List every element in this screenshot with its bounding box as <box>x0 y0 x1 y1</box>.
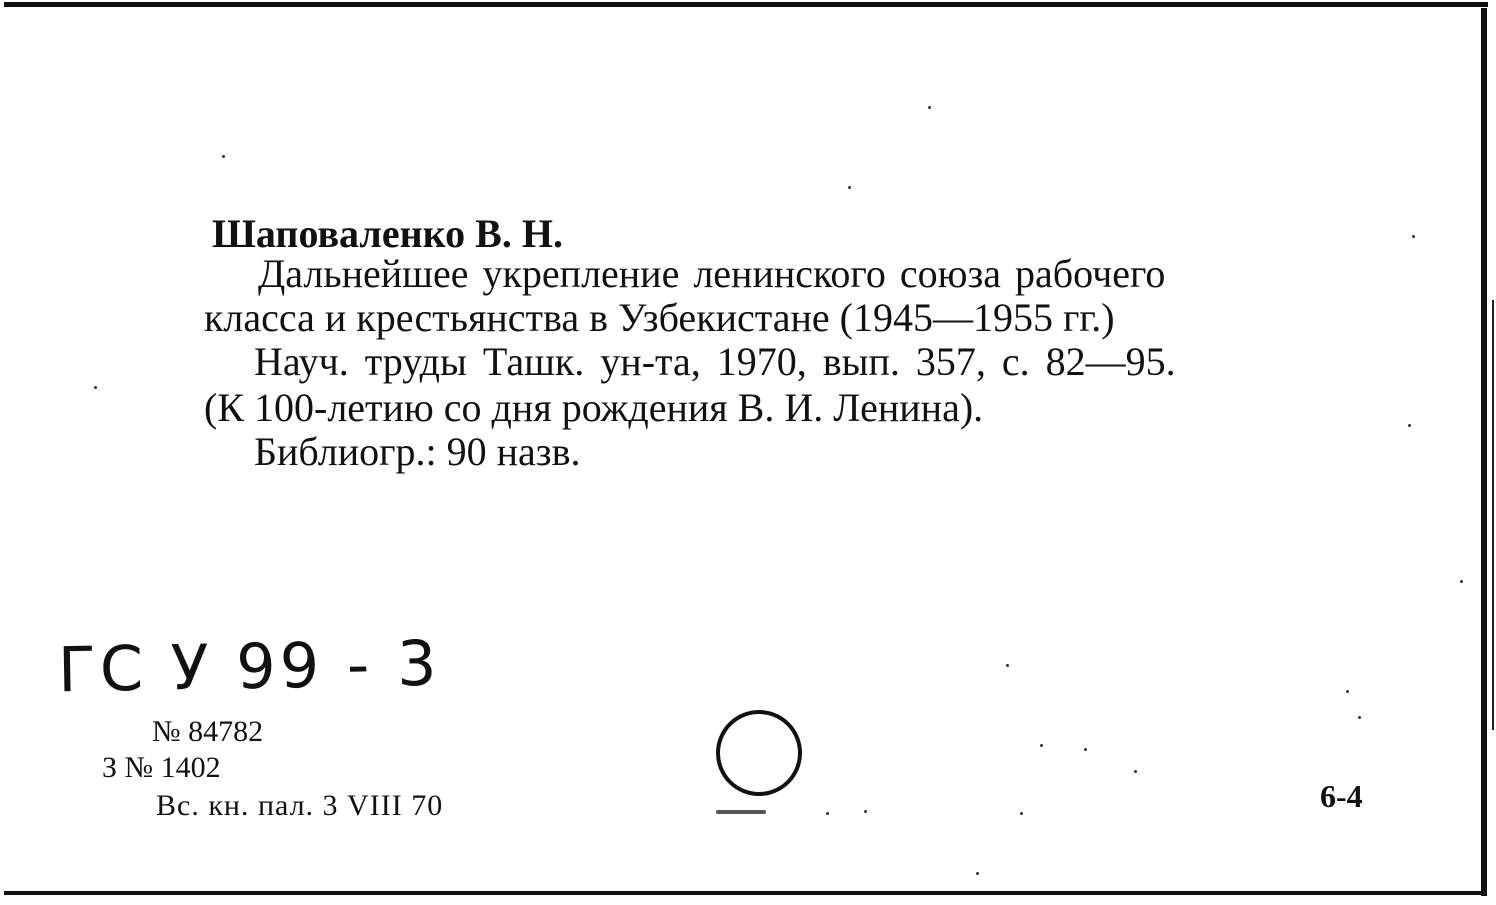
print-info: Вс. кн. пал. 3 VIII 70 <box>156 789 444 822</box>
punch-hole-shadow <box>716 810 766 814</box>
title-line-2: класса и крестьянства в Узбекистане (1945—1955 гг.) <box>204 295 1115 340</box>
card-code: 6-4 <box>1320 778 1363 814</box>
print-speck <box>1084 748 1087 751</box>
print-speck <box>1408 424 1411 427</box>
print-speck <box>1412 235 1415 238</box>
source-line: Науч. труды Ташк. ун-та, 1970, вып. 357, с. 82—95. <box>254 339 1176 384</box>
print-speck <box>928 106 931 109</box>
print-speck <box>1134 770 1137 773</box>
print-speck <box>1006 664 1009 667</box>
print-speck <box>1040 744 1043 747</box>
card-right-edge <box>1492 300 1494 730</box>
print-speck <box>1346 690 1349 693</box>
record-number: № 84782 <box>152 715 264 748</box>
print-speck <box>1020 812 1023 815</box>
print-speck <box>864 810 867 813</box>
author-name: Шаповаленко В. Н. <box>212 211 563 256</box>
handwritten-shelf-code: ГС У 99 - 3 <box>57 626 442 707</box>
print-speck <box>94 386 97 389</box>
card-bottom-border <box>4 891 1484 895</box>
punch-hole <box>716 710 802 796</box>
bibliography-note: Библиогр.: 90 назв. <box>254 429 581 474</box>
card-top-border <box>4 2 1488 7</box>
order-number: З № 1402 <box>102 751 221 784</box>
print-speck <box>1358 716 1361 719</box>
print-speck <box>976 872 979 875</box>
print-speck <box>826 812 829 815</box>
print-speck <box>848 186 851 189</box>
title-line-1: Дальнейшее укрепление ленинского союза рабочего <box>258 251 1166 296</box>
print-speck <box>1460 580 1463 583</box>
series-line: (К 100-летию со дня рождения В. И. Ленина). <box>204 385 984 430</box>
card-right-border <box>1481 8 1487 896</box>
print-speck <box>222 155 225 158</box>
